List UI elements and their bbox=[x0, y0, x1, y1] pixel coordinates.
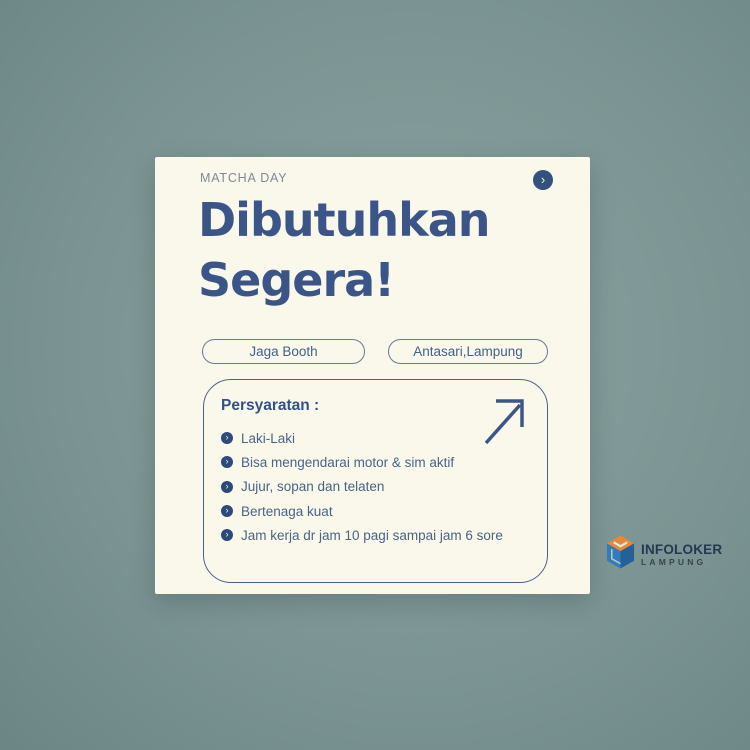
requirement-text: Bertenaga kuat bbox=[241, 503, 333, 519]
requirement-item bbox=[221, 499, 537, 523]
location-pill[interactable] bbox=[388, 339, 548, 364]
requirement-item bbox=[221, 450, 537, 474]
requirement-text: Laki-Laki bbox=[241, 430, 296, 446]
requirement-item bbox=[221, 523, 537, 547]
brand-eyebrow: MATCHA DAY bbox=[200, 171, 288, 185]
requirements-list bbox=[221, 426, 537, 547]
location-pill-label: Antasari,Lampung bbox=[413, 344, 523, 359]
requirement-text: Jujur, sopan dan telaten bbox=[241, 479, 385, 495]
position-pill-label: Jaga Booth bbox=[249, 344, 318, 359]
chevron-right-icon: › bbox=[540, 171, 546, 187]
watermark-logo bbox=[605, 535, 722, 576]
requirements-box bbox=[203, 379, 548, 583]
watermark-brand-name: INFOLOKER bbox=[641, 542, 723, 557]
chevron-bullet-icon: › bbox=[221, 505, 233, 517]
chevron-bullet-icon: › bbox=[221, 432, 233, 444]
requirement-item bbox=[221, 426, 537, 450]
requirement-item bbox=[221, 475, 537, 499]
requirement-text: Bisa mengendarai motor & sim aktif bbox=[241, 454, 455, 470]
chevron-bullet-icon: › bbox=[221, 481, 233, 493]
watermark-text bbox=[641, 543, 722, 568]
headline-line1: Dibutuhkan bbox=[198, 193, 490, 247]
cube-logo-icon bbox=[605, 535, 636, 576]
headline-line2: Segera! bbox=[198, 253, 395, 307]
position-pill[interactable] bbox=[202, 339, 365, 364]
requirements-heading: Persyaratan : bbox=[221, 397, 320, 414]
requirement-text: Jam kerja dr jam 10 pagi sampai jam 6 sore bbox=[241, 527, 503, 543]
chevron-bullet-icon: › bbox=[221, 456, 233, 468]
chevron-right-circle-button[interactable] bbox=[533, 170, 553, 190]
watermark-region: LAMPUNG bbox=[641, 557, 707, 567]
headline bbox=[198, 190, 490, 310]
job-flyer-card bbox=[155, 157, 590, 594]
chevron-bullet-icon: › bbox=[221, 529, 233, 541]
